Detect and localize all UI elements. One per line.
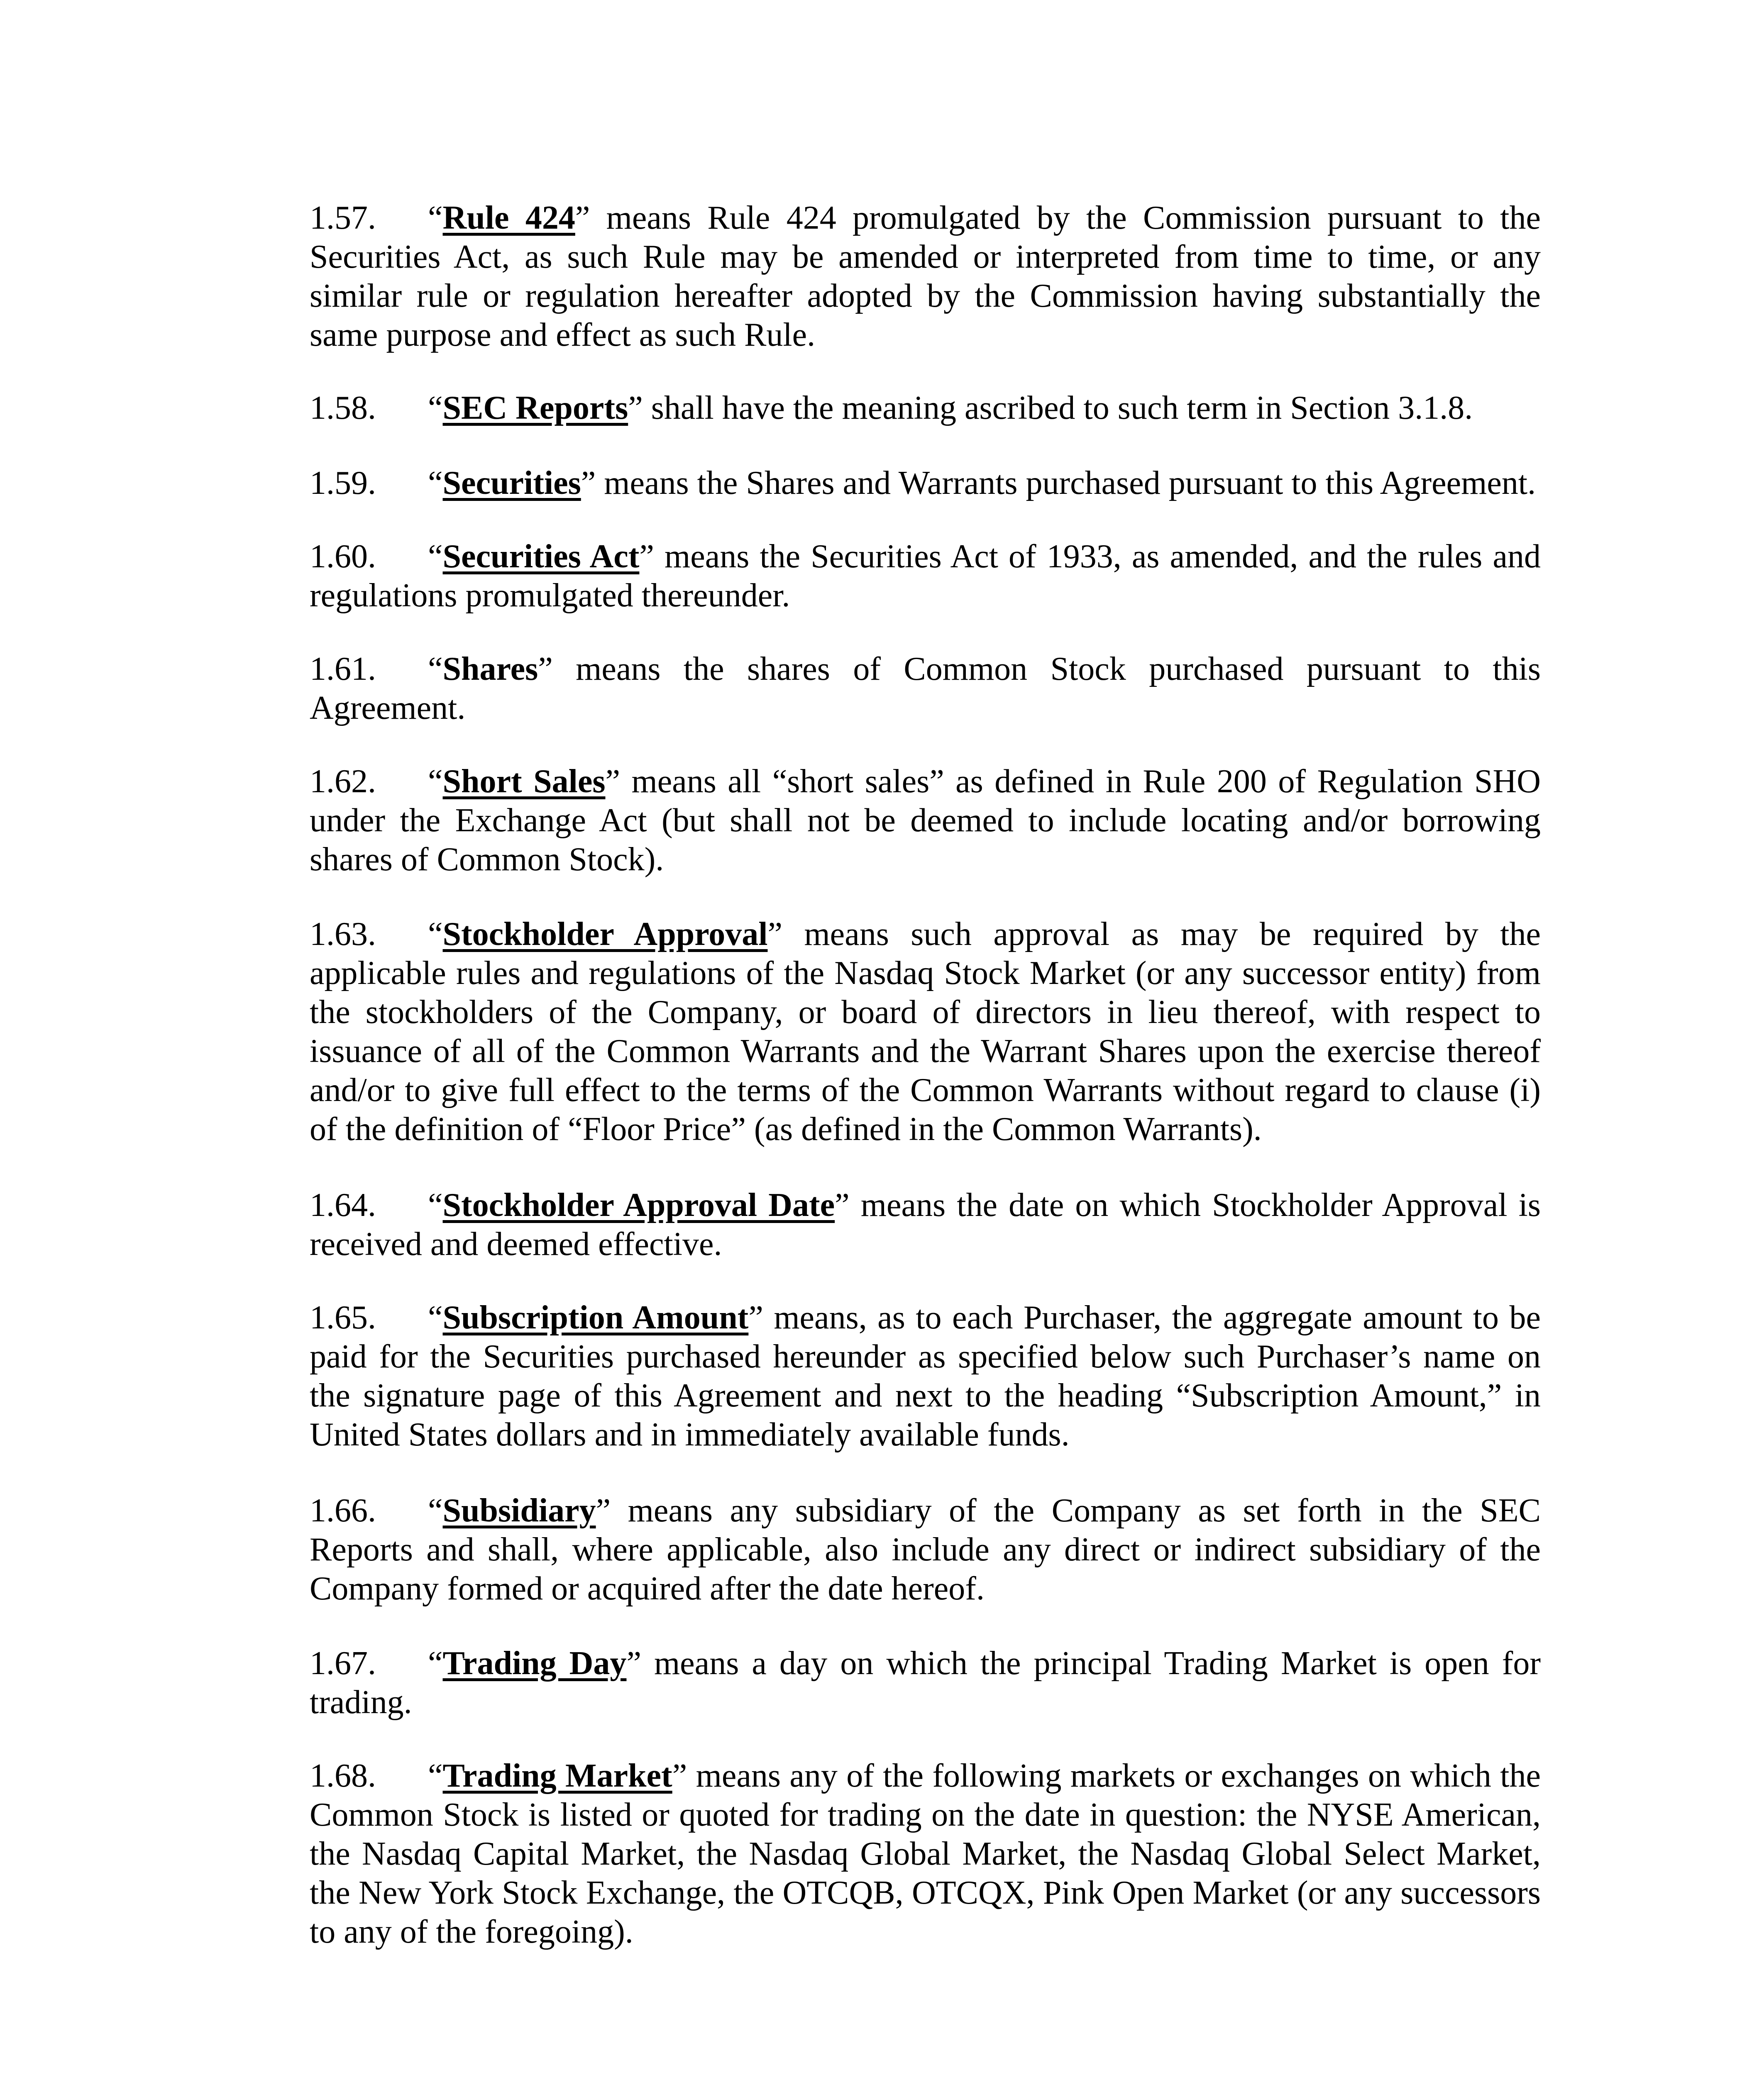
definition-1-59 bbox=[310, 464, 1541, 503]
definition-1-67 bbox=[310, 1644, 1541, 1722]
definition-text: means, as to each Purchaser, the aggregate amount to be paid for the Securities purchased hereunder as specified below such Purchaser’s name on the signature page of this Agreement and next to the heading “Subscription Amount,” in United States dollars and in immediately available funds. bbox=[310, 1299, 1541, 1453]
close-quote: ” bbox=[538, 651, 553, 687]
definition-text: means any of the following markets or exchanges on which the Common Stock is listed or quoted for trading on the date in question: the NYSE American, the Nasdaq Capital Market, the Nasdaq Global Market, the Nasdaq Global Select Market, the New York Stock Exchange, the OTCQB, OTCQX, Pink Open Market (or any successors to any of the foregoing). bbox=[310, 1758, 1541, 1950]
open-quote: “ bbox=[428, 465, 443, 501]
defined-term: Subscription Amount bbox=[442, 1299, 749, 1336]
definition-1-66 bbox=[310, 1491, 1541, 1608]
defined-term: Securities bbox=[442, 465, 581, 501]
definition-text: means all “short sales” as defined in Rule 200 of Regulation SHO under the Exchange Act (but shall not be deemed to include locating and/or borrowing shares of Common Stock). bbox=[310, 763, 1541, 878]
defined-term: SEC Reports bbox=[442, 390, 628, 426]
definition-text: shall have the meaning ascribed to such term in Section 3.1.8. bbox=[643, 390, 1473, 426]
defined-term: Stockholder Approval Date bbox=[442, 1187, 835, 1223]
definition-1-68 bbox=[310, 1756, 1541, 1951]
defined-term: Subsidiary bbox=[442, 1492, 596, 1529]
open-quote: “ bbox=[428, 651, 443, 687]
defined-term: Trading Market bbox=[442, 1758, 672, 1794]
defined-term: Short Sales bbox=[442, 763, 606, 800]
open-quote: “ bbox=[428, 538, 443, 575]
defined-term: Rule 424 bbox=[442, 200, 575, 236]
definition-1-58 bbox=[310, 388, 1541, 427]
defined-term: Trading Day bbox=[442, 1645, 627, 1682]
section-number: 1.64. bbox=[310, 1187, 376, 1223]
defined-term: Securities Act bbox=[442, 538, 640, 575]
section-number: 1.59. bbox=[310, 465, 376, 501]
section-number: 1.67. bbox=[310, 1645, 376, 1682]
section-number: 1.60. bbox=[310, 538, 376, 575]
close-quote: ” bbox=[596, 1492, 611, 1529]
definition-1-61 bbox=[310, 649, 1541, 727]
open-quote: “ bbox=[428, 1299, 443, 1336]
definition-text: means a day on which the principal Trading Market is open for trading. bbox=[310, 1645, 1541, 1721]
section-number: 1.58. bbox=[310, 390, 376, 426]
definition-text: means such approval as may be required by the applicable rules and regulations of the Nasdaq Stock Market (or any successor entity) from the stockholders of the Company, or board of directors in lieu thereof, with respect to issuance of all of the Common Warrants and the Warrant Shares upon the exercise thereof and/or to give full effect to the terms of the Common Warrants without regard to clause (i) of the definition of “Floor Price” (as defined in the Common Warrants). bbox=[310, 916, 1541, 1147]
close-quote: ” bbox=[575, 200, 590, 236]
definition-text: means Rule 424 promulgated by the Commission pursuant to the Securities Act, as such Rule may be amended or interpreted from time to time, or any similar rule or regulation hereafter adopted by the Commission having substantially the same purpose and effect as such Rule. bbox=[310, 200, 1541, 353]
definition-1-60 bbox=[310, 537, 1541, 615]
close-quote: ” bbox=[639, 538, 654, 575]
definition-text: means the Shares and Warrants purchased pursuant to this Agreement. bbox=[596, 465, 1536, 501]
definition-text: means the shares of Common Stock purchased pursuant to this Agreement. bbox=[310, 651, 1541, 726]
close-quote: ” bbox=[581, 465, 596, 501]
section-number: 1.57. bbox=[310, 200, 376, 236]
definition-text: means the Securities Act of 1933, as amended, and the rules and regulations promulgated thereunder. bbox=[310, 538, 1541, 614]
definition-1-65 bbox=[310, 1298, 1541, 1454]
definition-1-57 bbox=[310, 198, 1541, 354]
open-quote: “ bbox=[428, 1758, 443, 1794]
close-quote: ” bbox=[748, 1299, 763, 1336]
defined-term: Shares bbox=[442, 651, 538, 687]
close-quote: ” bbox=[605, 763, 620, 800]
section-number: 1.62. bbox=[310, 763, 376, 800]
open-quote: “ bbox=[428, 1492, 443, 1529]
definition-1-64 bbox=[310, 1186, 1541, 1264]
open-quote: “ bbox=[428, 916, 443, 952]
definition-1-63 bbox=[310, 915, 1541, 1149]
definition-text: means the date on which Stockholder Approval is received and deemed effective. bbox=[310, 1187, 1541, 1262]
close-quote: ” bbox=[767, 916, 783, 952]
section-number: 1.61. bbox=[310, 651, 376, 687]
open-quote: “ bbox=[428, 1187, 443, 1223]
close-quote: ” bbox=[672, 1758, 687, 1794]
definition-1-62 bbox=[310, 762, 1541, 879]
open-quote: “ bbox=[428, 1645, 443, 1682]
close-quote: ” bbox=[628, 390, 643, 426]
open-quote: “ bbox=[428, 200, 443, 236]
section-number: 1.66. bbox=[310, 1492, 376, 1529]
definition-text: means any subsidiary of the Company as set forth in the SEC Reports and shall, where applicable, also include any direct or indirect subsidiary of the Company formed or acquired after the date hereof. bbox=[310, 1492, 1541, 1607]
section-number: 1.68. bbox=[310, 1758, 376, 1794]
section-number: 1.65. bbox=[310, 1299, 376, 1336]
close-quote: ” bbox=[835, 1187, 850, 1223]
close-quote: ” bbox=[626, 1645, 641, 1682]
open-quote: “ bbox=[428, 390, 443, 426]
section-number: 1.63. bbox=[310, 916, 376, 952]
defined-term: Stockholder Approval bbox=[442, 916, 768, 952]
open-quote: “ bbox=[428, 763, 443, 800]
